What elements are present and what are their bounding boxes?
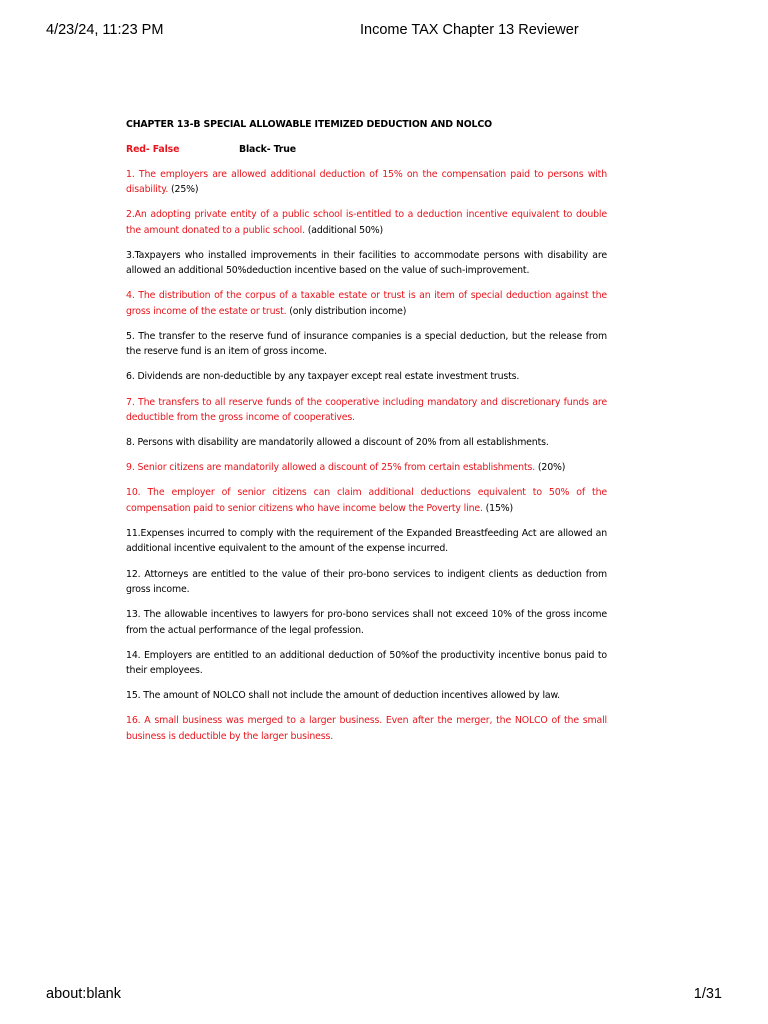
statement-text: 10. The employer of senior citizens can claim additional deductions equivalent to 50% of the compensation paid to senior citizens who have income below the Poverty line. <box>126 487 607 514</box>
statement-text: 11.Expenses incurred to comply with the requirement of the Expanded Breastfeeding Act are allowed an additional incentive equivalent to the amount of the expense incurred. <box>126 527 607 555</box>
statement-text: 14. Employers are entitled to an additional deduction of 50%of the productivity incentive bonus paid to their employees. <box>126 649 607 677</box>
statement-item <box>126 526 607 557</box>
statement-item <box>126 460 607 476</box>
statement-list <box>126 167 607 745</box>
print-footer <box>46 986 722 1008</box>
statement-text: 16. A small business was merged to a larger business. Even after the merger, the NOLCO of the small business is deductible by the larger business. <box>126 715 607 742</box>
statement-item <box>126 395 607 426</box>
legend <box>126 142 607 158</box>
statement-text: 3.Taxpayers who installed improvements in their facilities to accommodate persons with disability are allowed an additional 50%deduction incentive based on the value of such-improvement. <box>126 249 607 277</box>
statement-text: 8. Persons with disability are mandatorily allowed a discount of 20% from all establishments. <box>126 437 549 449</box>
statement-item <box>126 688 607 704</box>
statement-item <box>126 207 607 238</box>
statement-text: 5. The transfer to the reserve fund of insurance companies is a special deduction, but the release from the reserve fund is an item of gross income. <box>126 330 607 358</box>
print-title: Income TAX Chapter 13 Reviewer <box>360 22 579 38</box>
statement-item <box>126 648 607 679</box>
statement-text: 1. The employers are allowed additional deduction of 15% on the compensation paid to persons with disability. <box>126 168 607 195</box>
statement-text: 9. Senior citizens are mandatorily allowed a discount of 25% from certain establishments. <box>126 462 536 474</box>
statement-text: 13. The allowable incentives to lawyers for pro-bono services shall not exceed 10% of the gross income from the actual performance of the legal profession. <box>126 609 607 636</box>
statement-text: 2.An adopting private entity of a public school is-entitled to a deduction incentive equivalent to double the amount donated to a public school. <box>126 209 607 236</box>
legend-false: Red- False <box>126 143 180 155</box>
correct-answer-note: (20%) <box>535 462 566 474</box>
statement-item <box>126 607 607 638</box>
correct-answer-note: (25%) <box>168 184 199 195</box>
statement-item <box>126 288 607 319</box>
correct-answer-note: (15%) <box>482 502 514 514</box>
chapter-title: CHAPTER 13-B SPECIAL ALLOWABLE ITEMIZED DEDUCTION AND NOLCO <box>126 119 492 130</box>
statement-item <box>126 167 607 198</box>
print-url: about:blank <box>46 986 121 1002</box>
correct-answer-note: (only distribution income) <box>286 305 407 317</box>
statement-text: 6. Dividends are non-deductible by any taxpayer except real estate investment trusts. <box>126 371 520 383</box>
statement-item <box>126 248 607 279</box>
correct-answer-note: (additional 50%) <box>304 224 384 236</box>
statement-item <box>126 369 607 385</box>
page-number: 1/31 <box>693 986 722 1002</box>
statement-text: 7. The transfers to all reserve funds of the cooperative including mandatory and discretionary funds are deductible from the gross income of cooperatives. <box>126 396 607 424</box>
print-header <box>46 22 722 44</box>
statement-text: 4. The distribution of the corpus of a taxable estate or trust is an item of special deduction against the gross income of the estate or trust. <box>126 290 607 317</box>
statement-item <box>126 435 607 451</box>
statement-item <box>126 567 607 598</box>
statement-item <box>126 485 607 516</box>
print-datetime: 4/23/24, 11:23 PM <box>46 22 164 38</box>
statement-item <box>126 329 607 360</box>
statement-text: 12. Attorneys are entitled to the value of their pro-bono services to indigent clients as deduction from gross income. <box>126 568 607 596</box>
statement-text: 15. The amount of NOLCO shall not include the amount of deduction incentives allowed by law. <box>126 690 561 702</box>
document-body <box>126 117 607 754</box>
legend-true: Black- True <box>239 143 297 155</box>
statement-item <box>126 713 607 744</box>
